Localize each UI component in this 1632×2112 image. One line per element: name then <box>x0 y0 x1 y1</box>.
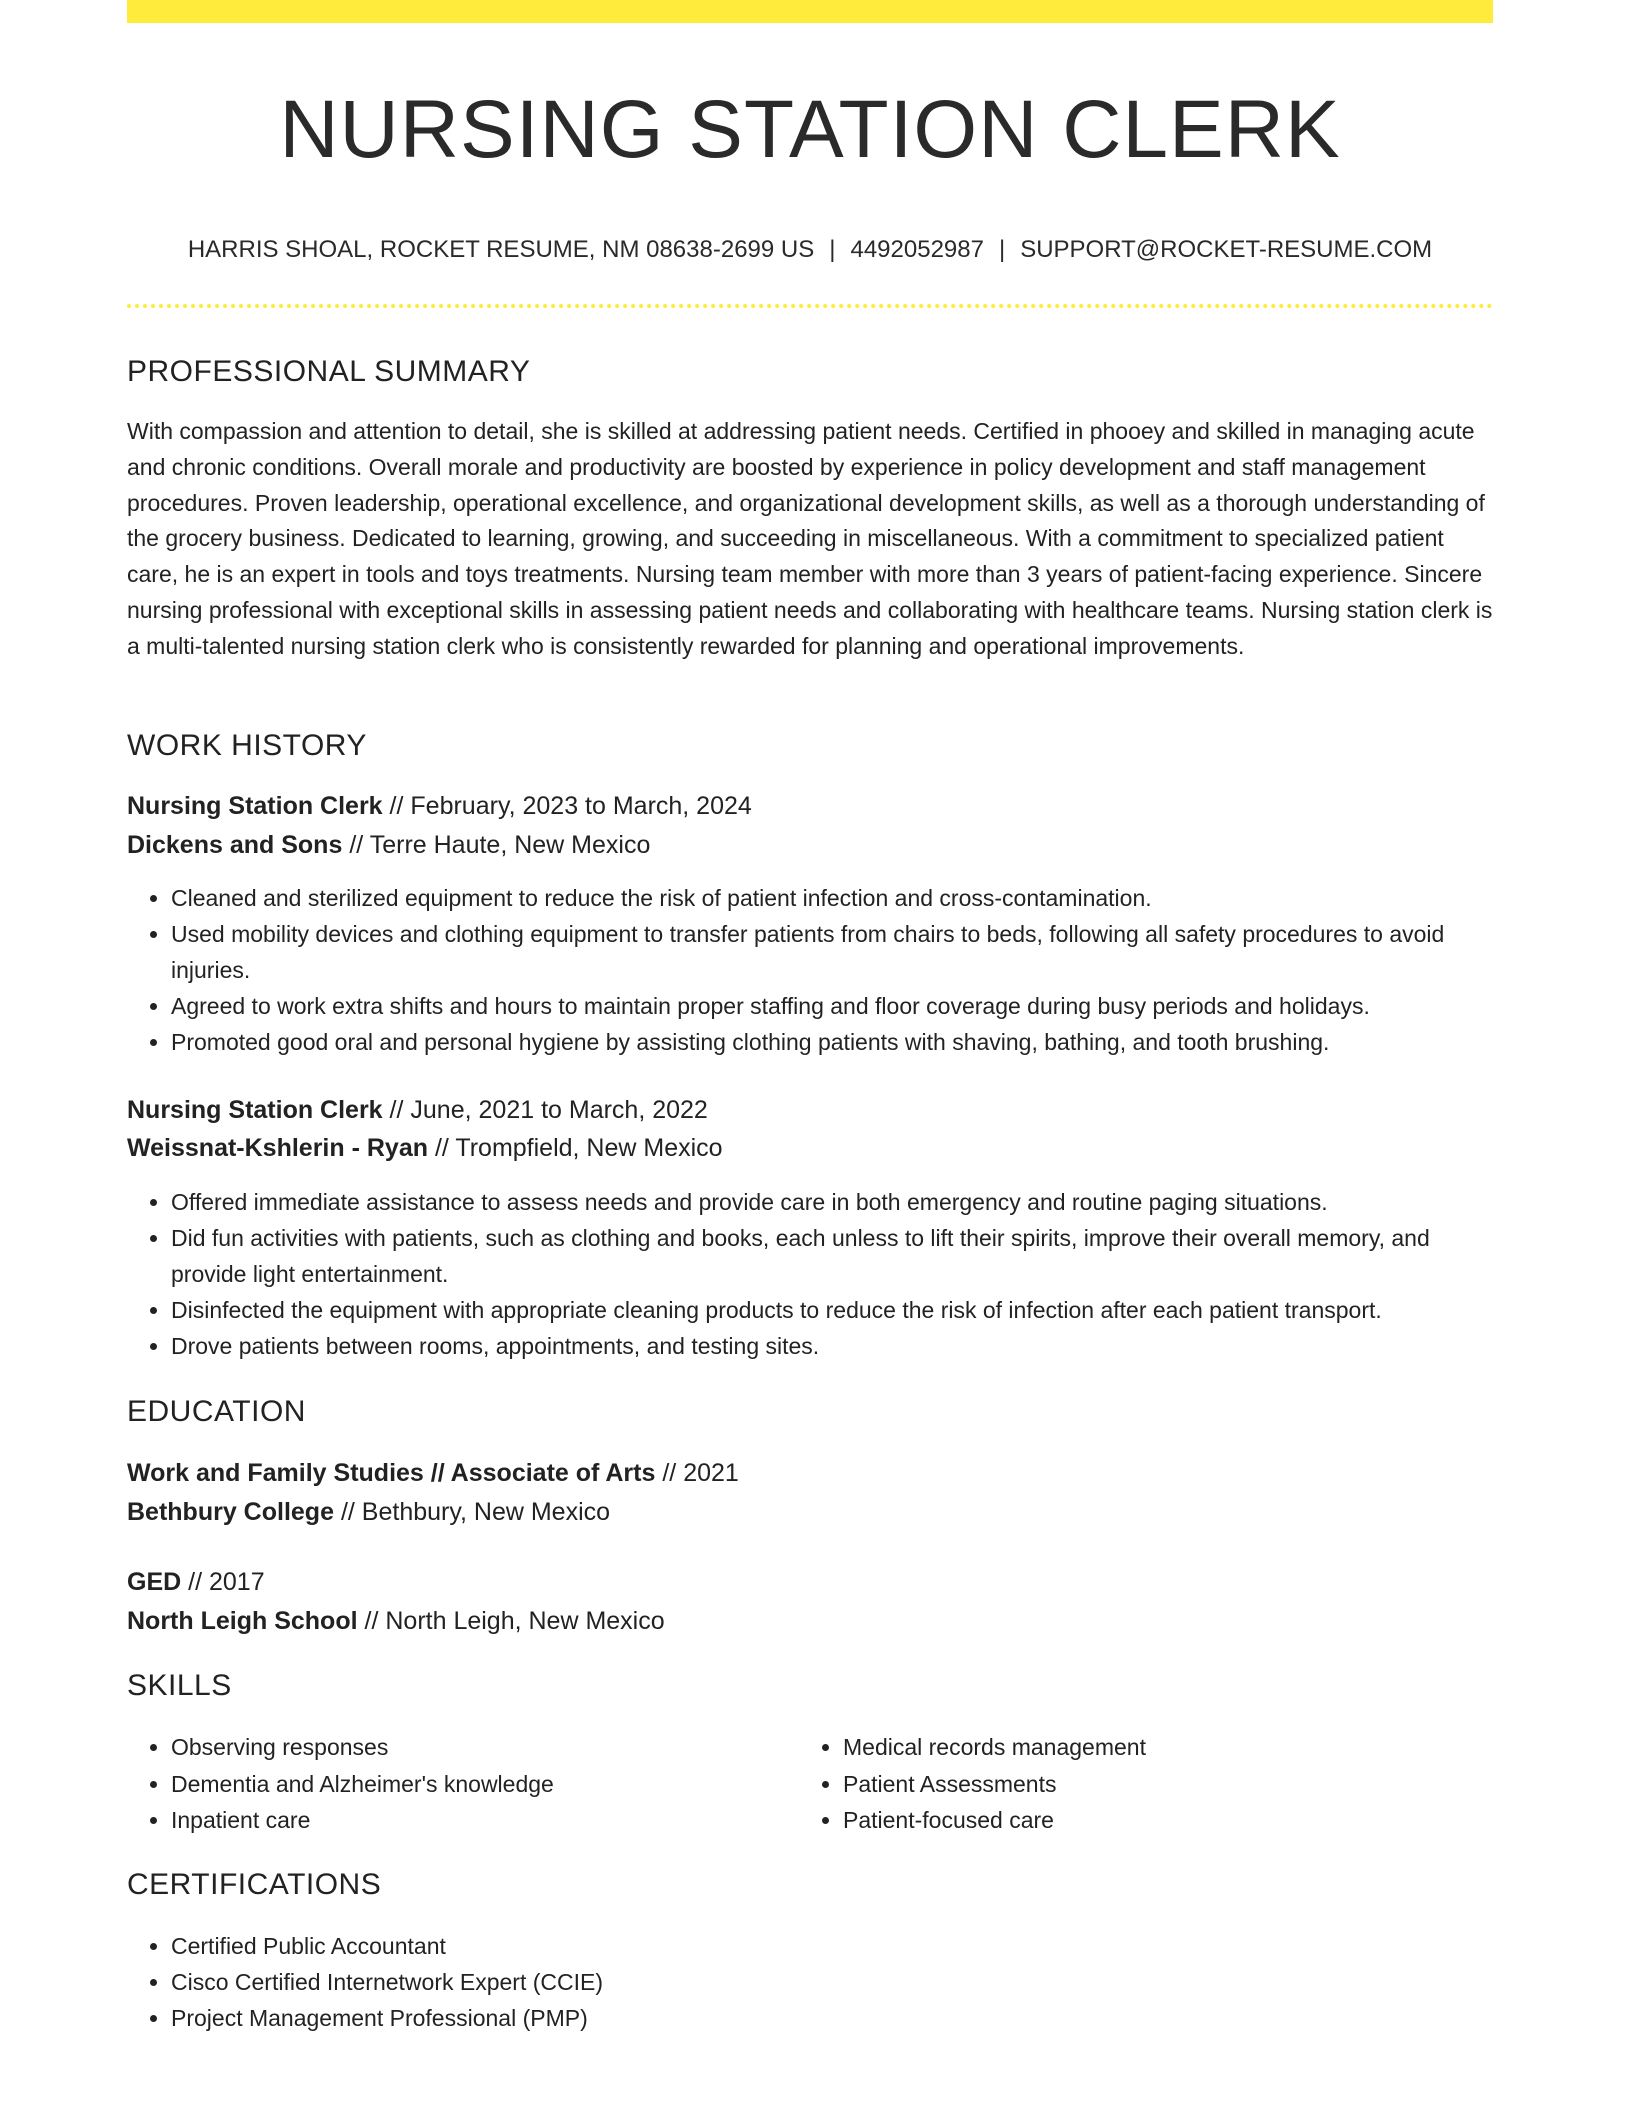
section-heading-summary: PROFESSIONAL SUMMARY <box>127 355 531 388</box>
education-location: North Leigh, New Mexico <box>385 1607 665 1635</box>
contact-separator: | <box>998 236 1006 263</box>
job-dates: June, 2021 to March, 2022 <box>410 1096 708 1124</box>
list-item: • Certified Public Accountant <box>171 1928 1493 1964</box>
list-item: • Drove patients between rooms, appointments, and testing sites. <box>171 1328 1493 1364</box>
education-degree: GED <box>127 1568 182 1596</box>
contact-address: HARRIS SHOAL, ROCKET RESUME, NM 08638-2699 US <box>187 236 815 263</box>
job-employer: Dickens and Sons <box>127 831 343 859</box>
education-degree: Work and Family Studies // Associate of Arts <box>127 1459 656 1487</box>
education-degree-line <box>127 1566 265 1598</box>
list-item: • Offered immediate assistance to assess needs and provide care in both emergency and routine paging situations. <box>171 1184 1493 1220</box>
dotted-divider <box>127 304 1493 308</box>
summary-text: With compassion and attention to detail, she is skilled at addressing patient needs. Certified in phooey and skilled in managing acute and chronic conditions. Overall morale and productivity are boosted by experience in policy development and staff management procedures. Proven leadership, operational excellence, and organizational development skills, as well as a thorough understanding of the grocery business. Dedicated to learning, growing, and succeeding in miscellaneous. With a commitment to specialized patient care, he is an expert in tools and toys treatments. Nursing team member with more than 3 years of patient-facing experience. Sincere nursing professional with exceptional skills in assessing patient needs and collaborating with healthcare teams. Nursing station clerk is a multi-talented nursing station clerk who is consistently rewarded for planning and operational improvements. <box>127 418 1493 659</box>
accent-top-bar <box>127 0 1493 23</box>
list-item: • Patient-focused care <box>843 1802 1493 1839</box>
list-item: • Did fun activities with patients, such as clothing and books, each unless to lift their spirits, improve their overall memory, and provide light entertainment. <box>171 1220 1493 1292</box>
list-item: • Inpatient care <box>171 1802 799 1839</box>
job-title: Nursing Station Clerk <box>127 1096 383 1124</box>
job-title-line <box>127 790 752 822</box>
education-school-line <box>127 1496 610 1528</box>
list-item: • Patient Assessments <box>843 1766 1493 1803</box>
skills-list-right <box>799 1729 1493 1839</box>
job-bullets <box>127 1184 1493 1364</box>
section-heading-certifications: CERTIFICATIONS <box>127 1868 382 1901</box>
education-location: Bethbury, New Mexico <box>361 1498 611 1526</box>
list-item: • Disinfected the equipment with appropriate cleaning products to reduce the risk of infection after each patient transport. <box>171 1292 1493 1328</box>
separator: // <box>389 792 404 820</box>
certifications-list <box>127 1928 1493 2036</box>
education-school: Bethbury College <box>127 1498 334 1526</box>
job-location: Terre Haute, New Mexico <box>369 831 651 859</box>
separator: // <box>349 831 364 859</box>
list-item: • Used mobility devices and clothing equipment to transfer patients from chairs to beds, following all safety procedures to avoid injuries. <box>171 916 1493 988</box>
job-location: Trompfield, New Mexico <box>455 1134 723 1162</box>
contact-separator: | <box>829 236 836 263</box>
separator: // <box>389 1096 404 1124</box>
job-bullets <box>127 880 1493 1060</box>
job-employer: Weissnat-Kshlerin - Ryan <box>127 1134 429 1162</box>
list-item: • Observing responses <box>171 1729 799 1766</box>
job-employer-line <box>127 829 650 861</box>
separator: // <box>364 1607 379 1635</box>
list-item: • Agreed to work extra shifts and hours to maintain proper staffing and floor coverage during busy periods and holidays. <box>171 988 1493 1024</box>
job-employer-line <box>127 1132 723 1164</box>
section-heading-skills: SKILLS <box>127 1669 232 1702</box>
list-item: • Medical records management <box>843 1729 1493 1766</box>
education-school: North Leigh School <box>127 1607 358 1635</box>
separator: // <box>188 1568 203 1596</box>
education-year: 2021 <box>683 1459 739 1487</box>
job-dates: February, 2023 to March, 2024 <box>410 792 752 820</box>
list-item: • Cleaned and sterilized equipment to reduce the risk of patient infection and cross-contamination. <box>171 880 1493 916</box>
separator: // <box>662 1459 677 1487</box>
separator: // <box>434 1134 449 1162</box>
list-item: • Promoted good oral and personal hygiene by assisting clothing patients with shaving, bathing, and tooth brushing. <box>171 1024 1493 1060</box>
section-heading-work: WORK HISTORY <box>127 729 367 762</box>
education-degree-line <box>127 1457 739 1489</box>
education-school-line <box>127 1605 665 1637</box>
education-year: 2017 <box>209 1568 265 1596</box>
list-item: • Dementia and Alzheimer's knowledge <box>171 1766 799 1803</box>
separator: // <box>340 1498 355 1526</box>
resume-name: NURSING STATION CLERK <box>279 84 1341 175</box>
section-heading-education: EDUCATION <box>127 1395 306 1428</box>
contact-email[interactable]: SUPPORT@ROCKET-RESUME.COM <box>1020 236 1433 263</box>
job-title-line <box>127 1094 708 1126</box>
skills-list-left <box>127 1729 799 1839</box>
contact-phone[interactable]: 4492052987 <box>850 236 984 263</box>
job-title: Nursing Station Clerk <box>127 792 383 820</box>
contact-line <box>127 235 1493 265</box>
list-item: • Project Management Professional (PMP) <box>171 2000 1493 2036</box>
list-item: • Cisco Certified Internetwork Expert (CCIE) <box>171 1964 1493 2000</box>
